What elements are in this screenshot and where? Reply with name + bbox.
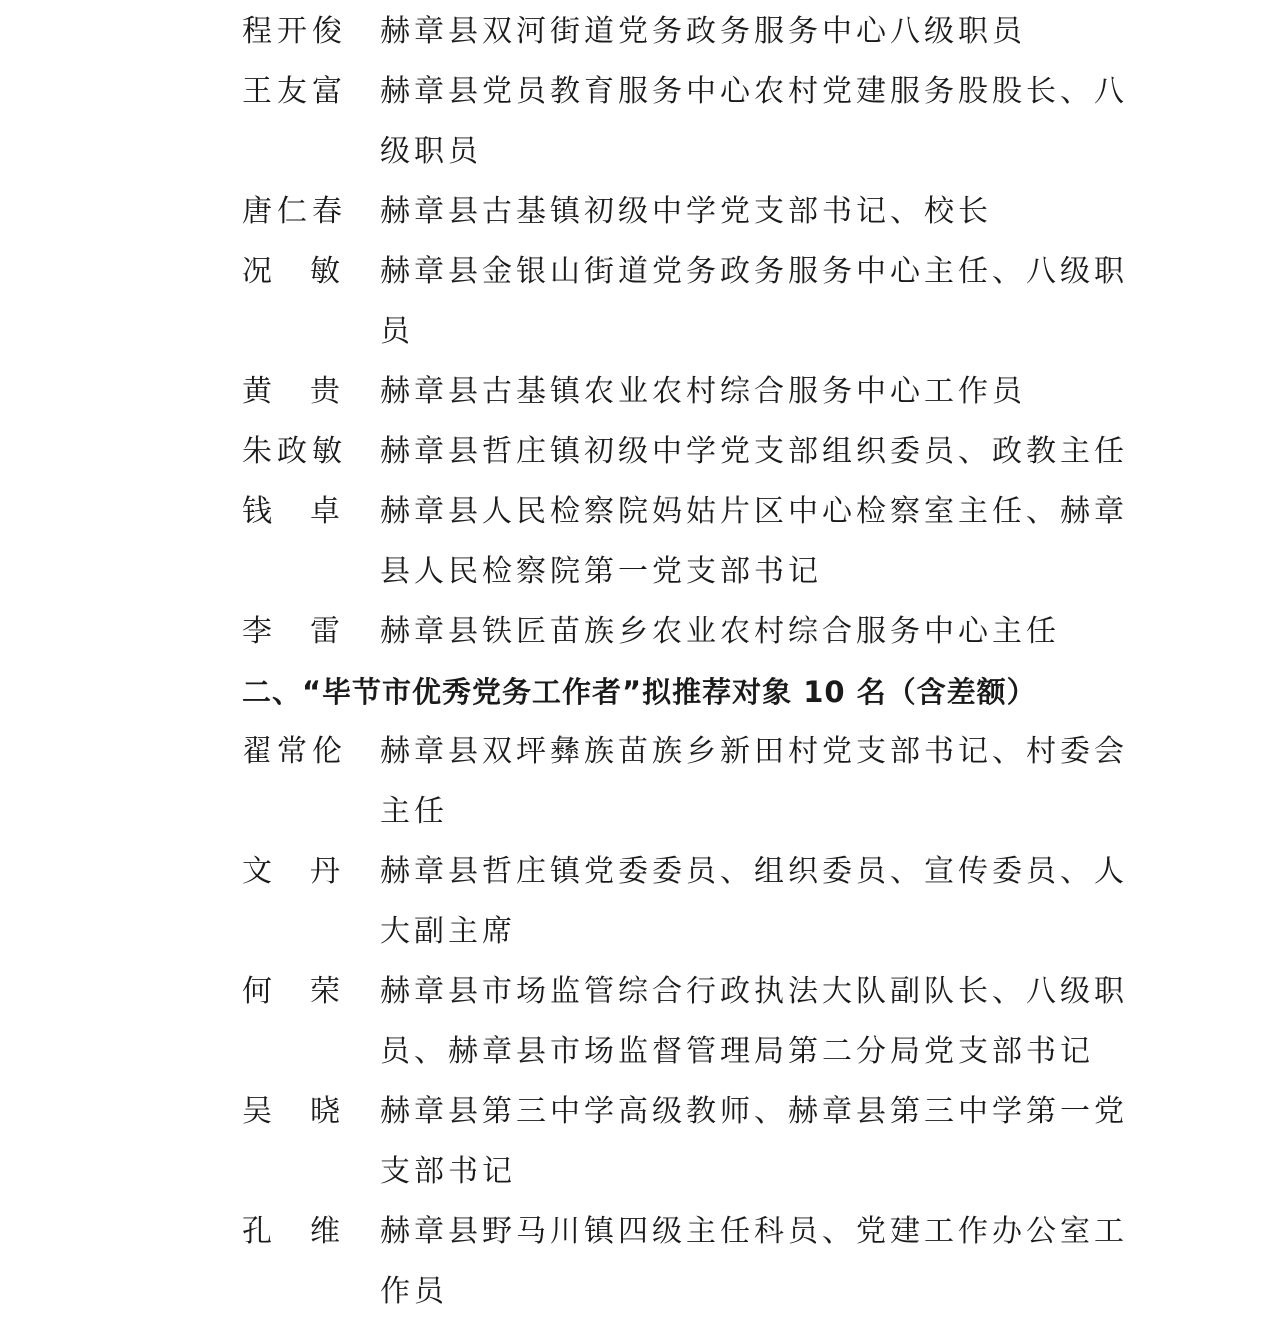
nominee-name: 朱政敏 (242, 434, 347, 469)
nominee-name-char: 况 (242, 254, 272, 289)
nominee-role: 赫章县金银山街道党务政务服务中心主任、八级职员 (380, 254, 1128, 349)
nominee-name (242, 842, 340, 902)
nominee-name-char: 吴 (242, 1094, 272, 1129)
nominee-role: 赫章县哲庄镇党委委员、组织委员、宣传委员、人大副主席 (380, 854, 1128, 949)
nominee-name (242, 1082, 340, 1142)
nominee-name-char: 贵 (310, 374, 340, 409)
nominee-name (242, 242, 340, 302)
nominee-name (242, 482, 340, 542)
nominee-role: 赫章县市场监管综合行政执法大队副队长、八级职员、赫章县市场监督管理局第二分局党支部书记 (380, 974, 1128, 1069)
nominee-name: 唐仁春 (242, 194, 347, 229)
nominee-role: 赫章县铁匠苗族乡农业农村综合服务中心主任 (380, 614, 1060, 649)
nominee-entry (242, 1202, 1132, 1322)
nominee-role: 赫章县哲庄镇初级中学党支部组织委员、政教主任 (380, 434, 1128, 469)
nominee-name-char: 晓 (310, 1094, 340, 1129)
nominee-entry (242, 602, 1132, 662)
nominee-role: 赫章县古基镇农业农村综合服务中心工作员 (380, 374, 1026, 409)
nominee-entry (242, 362, 1132, 422)
nominee-entry (242, 842, 1132, 962)
nominee-name-char: 李 (242, 614, 272, 649)
nominee-name (242, 1202, 340, 1262)
nominee-entry (242, 962, 1132, 1082)
nominee-entry (242, 182, 1132, 242)
nominee-entry (242, 242, 1132, 362)
nominee-name-char: 何 (242, 974, 272, 1009)
nominee-name-char: 文 (242, 854, 272, 889)
nominee-entry (242, 62, 1132, 182)
nominee-name-char: 孔 (242, 1214, 272, 1249)
nominee-role: 赫章县野马川镇四级主任科员、党建工作办公室工作员 (380, 1214, 1128, 1309)
nominee-name-char: 雷 (310, 614, 340, 649)
nominee-name (242, 962, 340, 1022)
nominee-role: 赫章县党员教育服务中心农村党建服务股股长、八级职员 (380, 74, 1128, 169)
nominee-name (242, 362, 340, 422)
nominee-name: 翟常伦 (242, 734, 347, 769)
nominee-role: 赫章县人民检察院妈姑片区中心检察室主任、赫章县人民检察院第一党支部书记 (380, 494, 1128, 589)
document-page (242, 0, 1132, 1322)
nominee-name (242, 602, 340, 662)
nominee-role: 赫章县古基镇初级中学党支部书记、校长 (380, 194, 992, 229)
nominee-name-char: 丹 (310, 854, 340, 889)
nominee-entry (242, 422, 1132, 482)
nominee-name-char: 敏 (310, 254, 340, 289)
nominee-name: 王友富 (242, 74, 347, 109)
nominee-role: 赫章县双坪彝族苗族乡新田村党支部书记、村委会主任 (380, 734, 1128, 829)
nominee-role: 赫章县第三中学高级教师、赫章县第三中学第一党支部书记 (380, 1094, 1128, 1189)
nominee-name-char: 维 (310, 1214, 340, 1249)
nominee-name-char: 荣 (310, 974, 340, 1009)
nominee-entry (242, 2, 1132, 62)
nominee-entry (242, 1082, 1132, 1202)
nominee-name-char: 卓 (310, 494, 340, 529)
nominee-role: 赫章县双河街道党务政务服务中心八级职员 (380, 14, 1026, 49)
nominee-entry (242, 722, 1132, 842)
nominee-name-char: 钱 (242, 494, 272, 529)
nominee-name-char: 黄 (242, 374, 272, 409)
section-heading: 二、“毕节市优秀党务工作者”拟推荐对象 10 名（含差额） (242, 675, 1037, 709)
nominee-entry (242, 482, 1132, 602)
nominee-name: 程开俊 (242, 14, 347, 49)
